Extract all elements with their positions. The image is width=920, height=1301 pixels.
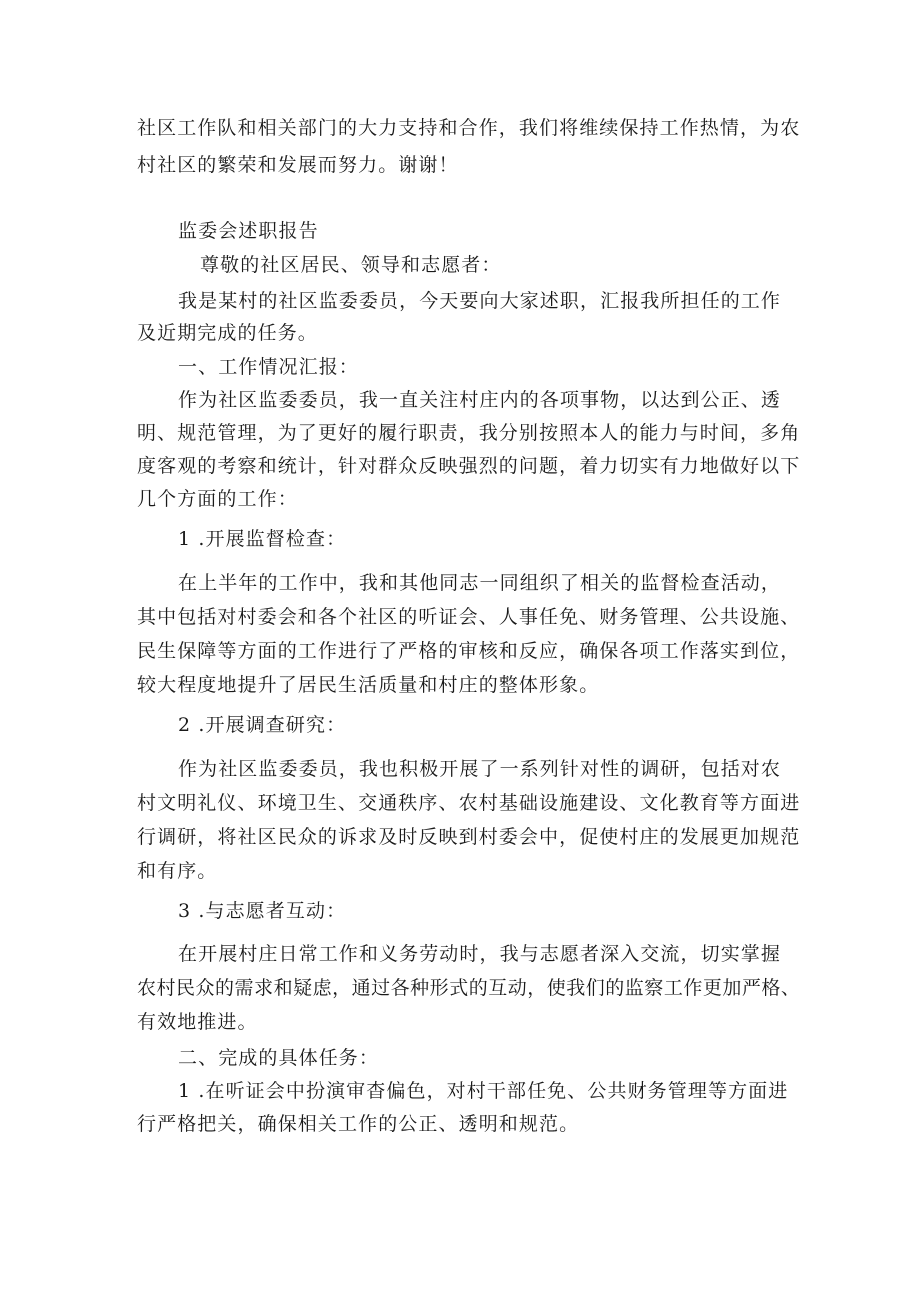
item1-line-3: 民生保障等方面的工作进行了严格的审核和反应，确保各项工作落实到位，: [137, 640, 801, 662]
item3-heading: 3 .与志愿者互动：: [178, 900, 347, 922]
salutation: 尊敬的社区居民、领导和志愿者：: [200, 254, 502, 276]
item1-line-2: 其中包括对村委会和各个社区的听证会、人事任免、财务管理、公共设施、: [137, 606, 801, 628]
item1-line-4: 较大程度地提升了居民生活质量和村庄的整体形象。: [137, 674, 600, 696]
item2-line-4: 和有序。: [137, 860, 218, 882]
section1-line-4: 几个方面的工作：: [137, 488, 298, 510]
item2-line-1: 作为社区监委委员，我也积极开展了一系列针对性的调研，包括对农: [178, 758, 782, 780]
opening-line-1: 我是某村的社区监委委员，今天要向大家述职，汇报我所担任的工作: [178, 290, 782, 312]
item1-heading: 1 .开展监督检查：: [178, 528, 347, 550]
item1-line-1: 在上半年的工作中，我和其他同志一同组织了相关的监督检查活动，: [178, 572, 782, 594]
section2-heading: 二、完成的具体任务：: [178, 1047, 380, 1069]
section1-line-1: 作为社区监委委员，我一直关注村庄内的各项事物，以达到公正、透: [178, 389, 782, 411]
section1-heading: 一、工作情况汇报：: [178, 356, 359, 378]
document-title: 监委会述职报告: [178, 220, 319, 242]
item2-line-3: 行调研，将社区民众的诉求及时反映到村委会中，促使村庄的发展更加规范: [137, 826, 801, 848]
item2-heading: 2 .开展调查研究：: [178, 714, 347, 736]
item3-line-2: 农村民众的需求和疑虑，通过各种形式的互动，使我们的监察工作更加严格、: [137, 977, 801, 999]
task1-line-2: 行严格把关，确保相关工作的公正、透明和规范。: [137, 1113, 580, 1135]
intro-line-1: 社区工作队和相关部门的大力支持和合作，我们将维续保持工作热情，为农: [137, 117, 801, 139]
section1-line-2: 明、规范管理，为了更好的履行职责，我分别按照本人的能力与时间，多角: [137, 422, 801, 444]
intro-line-2: 村社区的繁荣和发展而努力。谢谢！: [137, 154, 459, 176]
item3-line-1: 在开展村庄日常工作和义务劳动时，我与志愿者深入交流，切实掌握: [178, 943, 782, 965]
section1-line-3: 度客观的考察和统计，针对群众反映强烈的问题，着力切实有力地做好以下: [137, 455, 801, 477]
item3-line-3: 有效地推进。: [137, 1011, 258, 1033]
item2-line-2: 村文明礼仪、环境卫生、交通秩序、农村基础设施建设、文化教育等方面进: [137, 792, 801, 814]
opening-line-2: 及近期完成的任务。: [137, 322, 318, 344]
task1-line-1: 1 .在听证会中扮演审杳偏色，对村干部任免、公共财务管理等方面进: [178, 1080, 789, 1102]
